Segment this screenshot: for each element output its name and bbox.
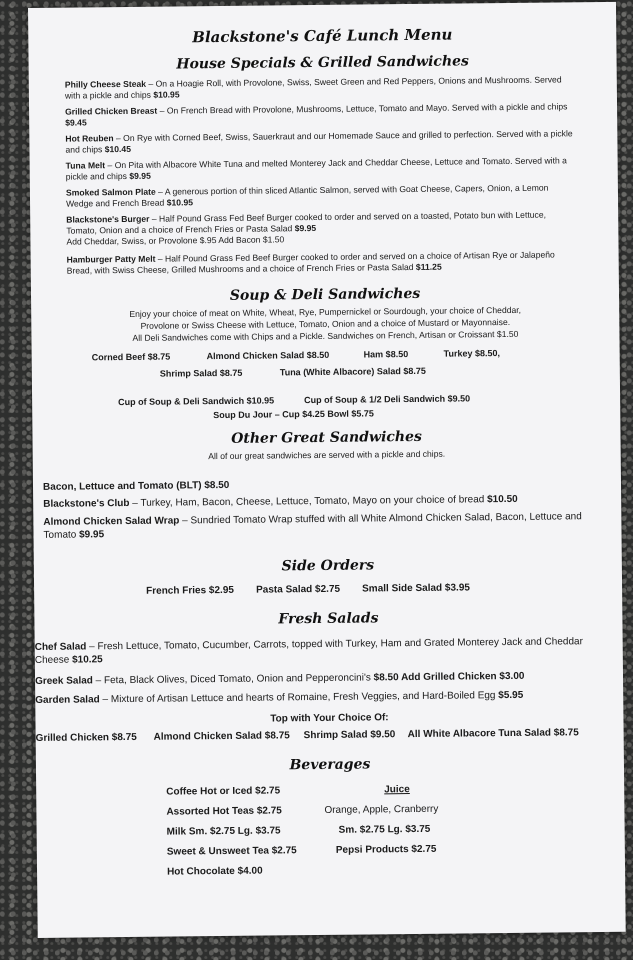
menu-item: Bacon, Lettuce and Tomato (BLT) $8.50 [42,479,230,493]
deli-intro: Provolone or Swiss Cheese with Lettuce, Tomato, Onion and a choice of Mustard or Mayonnaise. [140,316,511,331]
burger-addon: Add Cheddar, Swiss, or Provolone $.95 Add Bacon $1.50 [66,234,285,247]
salad-topper: Almond Chicken Salad $8.75 [153,730,290,743]
deli-intro: Enjoy your choice of meat on White, Wheat, Rye, Pumpernickel or Sourdough, your choice of Cheddar, [129,304,522,319]
side-item: French Fries $2.95 [146,584,234,597]
soup-combo: Cup of Soup & Deli Sandwich $10.95 [118,395,275,408]
juice-label: Juice [384,784,410,796]
menu-item: Almond Chicken Salad Wrap – Sundried Tomato Wrap stuffed with all White Almond Chicken Salad, Bacon, Lettuce and Tomato $9.95 [43,511,582,541]
menu-item: Greek Salad – Feta, Black Olives, Diced Tomato, Onion and Pepperoncini's $8.50 Add Grilled Chicken $3.00 [34,670,525,687]
deli-meat: Ham $8.50 [363,349,409,360]
menu-item: Tuna Melt – On Pita with Albacore White Tuna and melted Monterey Jack and Cheddar Cheese, Lettuce and Tomato. Served with a pickle and chips $9.95 [65,155,567,182]
beverage-item: Milk Sm. $2.75 Lg. $3.75 [166,825,281,838]
beverage-item: Sweet & Unsweet Tea $2.75 [166,845,297,858]
deli-meat: Almond Chicken Salad $8.50 [206,349,330,362]
beverage-item: Coffee Hot or Iced $2.75 [166,785,281,798]
deli-intro: All Deli Sandwiches come with Chips and a Pickle. Sandwiches on French, Artisan or Croissant $1.50 [132,328,519,343]
deli-meat: Turkey $8.50, [443,348,501,359]
beverages-heading: Beverages [289,756,371,774]
deli-meat: Tuna (White Albacore) Salad $8.75 [279,365,426,378]
soup-combo: Cup of Soup & 1/2 Deli Sandwich $9.50 [304,393,471,406]
menu-item: Garden Salad – Mixture of Artisan Lettuce and hearts of Romaine, Fresh Veggies, and Hard-Boiled Egg $5.95 [35,689,524,706]
deli-meat: Corned Beef $8.75 [91,351,171,363]
menu-item: Hot Reuben – On Rye with Corned Beef, Swiss, Sauerkraut and our Homemade Sauce and grilled to perfection. Served with a pickle and chips $10.45 [65,128,573,155]
salad-topper: Grilled Chicken $8.75 [35,731,137,744]
salad-topper: Shrimp Salad $9.50 [303,729,396,742]
side-item: Small Side Salad $3.95 [362,582,470,595]
beverage-item: Sm. $2.75 Lg. $3.75 [338,823,431,836]
menu-item: Hamburger Patty Melt – Half Pound Grass Fed Beef Burger cooked to order and served on a choice of Artisan Rye or Jalapeño Bread, with Swiss Cheese, Grilled Mushrooms and a choice of French Fries or Pasta Salad $11.25 [66,249,555,276]
menu-item: Smoked Salmon Plate – A generous portion of thin sliced Atlantic Salmon, served with Goat Cheese, Capers, Onion, a Lemon Wedge and French Bread $10.95 [65,182,549,209]
other-sandwiches-note: All of our great sandwiches are served with a pickle and chips. [208,448,446,462]
side-item: Pasta Salad $2.75 [256,583,341,596]
menu-item: Blackstone's Burger – Half Pound Grass Fed Beef Burger cooked to order and served on a toasted, Potato bun with Lettuce, Tomato, Onion and a choice of French Fries or Pasta Salad $9.95 [66,209,547,236]
beverage-item: Pepsi Products $2.75 [335,843,437,856]
menu-item: Blackstone's Club – Turkey, Ham, Bacon, Cheese, Lettuce, Tomato, Mayo on your choice of bread $10.50 [43,493,518,510]
house-specials-heading: House Specials & Grilled Sandwiches [176,53,469,73]
menu-paper [28,2,626,938]
other-sandwiches-heading: Other Great Sandwiches [231,428,422,447]
menu-item: Philly Cheese Steak – On a Hoagie Roll, with Provolone, Swiss, Sweet Green and Red Peppers, Onions and Mushrooms. Served with a pickle and chips $10.95 [64,74,562,101]
beverage-item: Orange, Apple, Cranberry [324,803,439,816]
soup-deli-heading: Soup & Deli Sandwiches [229,285,421,304]
deli-meat: Shrimp Salad $8.75 [159,367,243,379]
beverage-item: Assorted Hot Teas $2.75 [166,805,282,818]
fresh-salads-heading: Fresh Salads [278,610,379,628]
beverage-item: Hot Chocolate $4.00 [166,865,263,878]
salad-topper-label: Top with Your Choice Of: [270,712,389,725]
soup-du-jour: Soup Du Jour – Cup $4.25 Bowl $5.75 [213,408,374,421]
salad-topper: All White Albacore Tuna Salad $8.75 [407,727,579,741]
menu-title: Blackstone's Café Lunch Menu [192,25,453,47]
menu-item: Grilled Chicken Breast – On French Bread with Provolone, Mushrooms, Lettuce, Tomato and Mayo. Served with a pickle and chips $9.45 [65,101,568,128]
menu-item: Chef Salad – Fresh Lettuce, Tomato, Cucumber, Carrots, topped with Turkey, Ham and Grated Monterey Jack and Cheddar Cheese $10.25 [34,636,583,666]
side-orders-heading: Side Orders [281,557,375,575]
